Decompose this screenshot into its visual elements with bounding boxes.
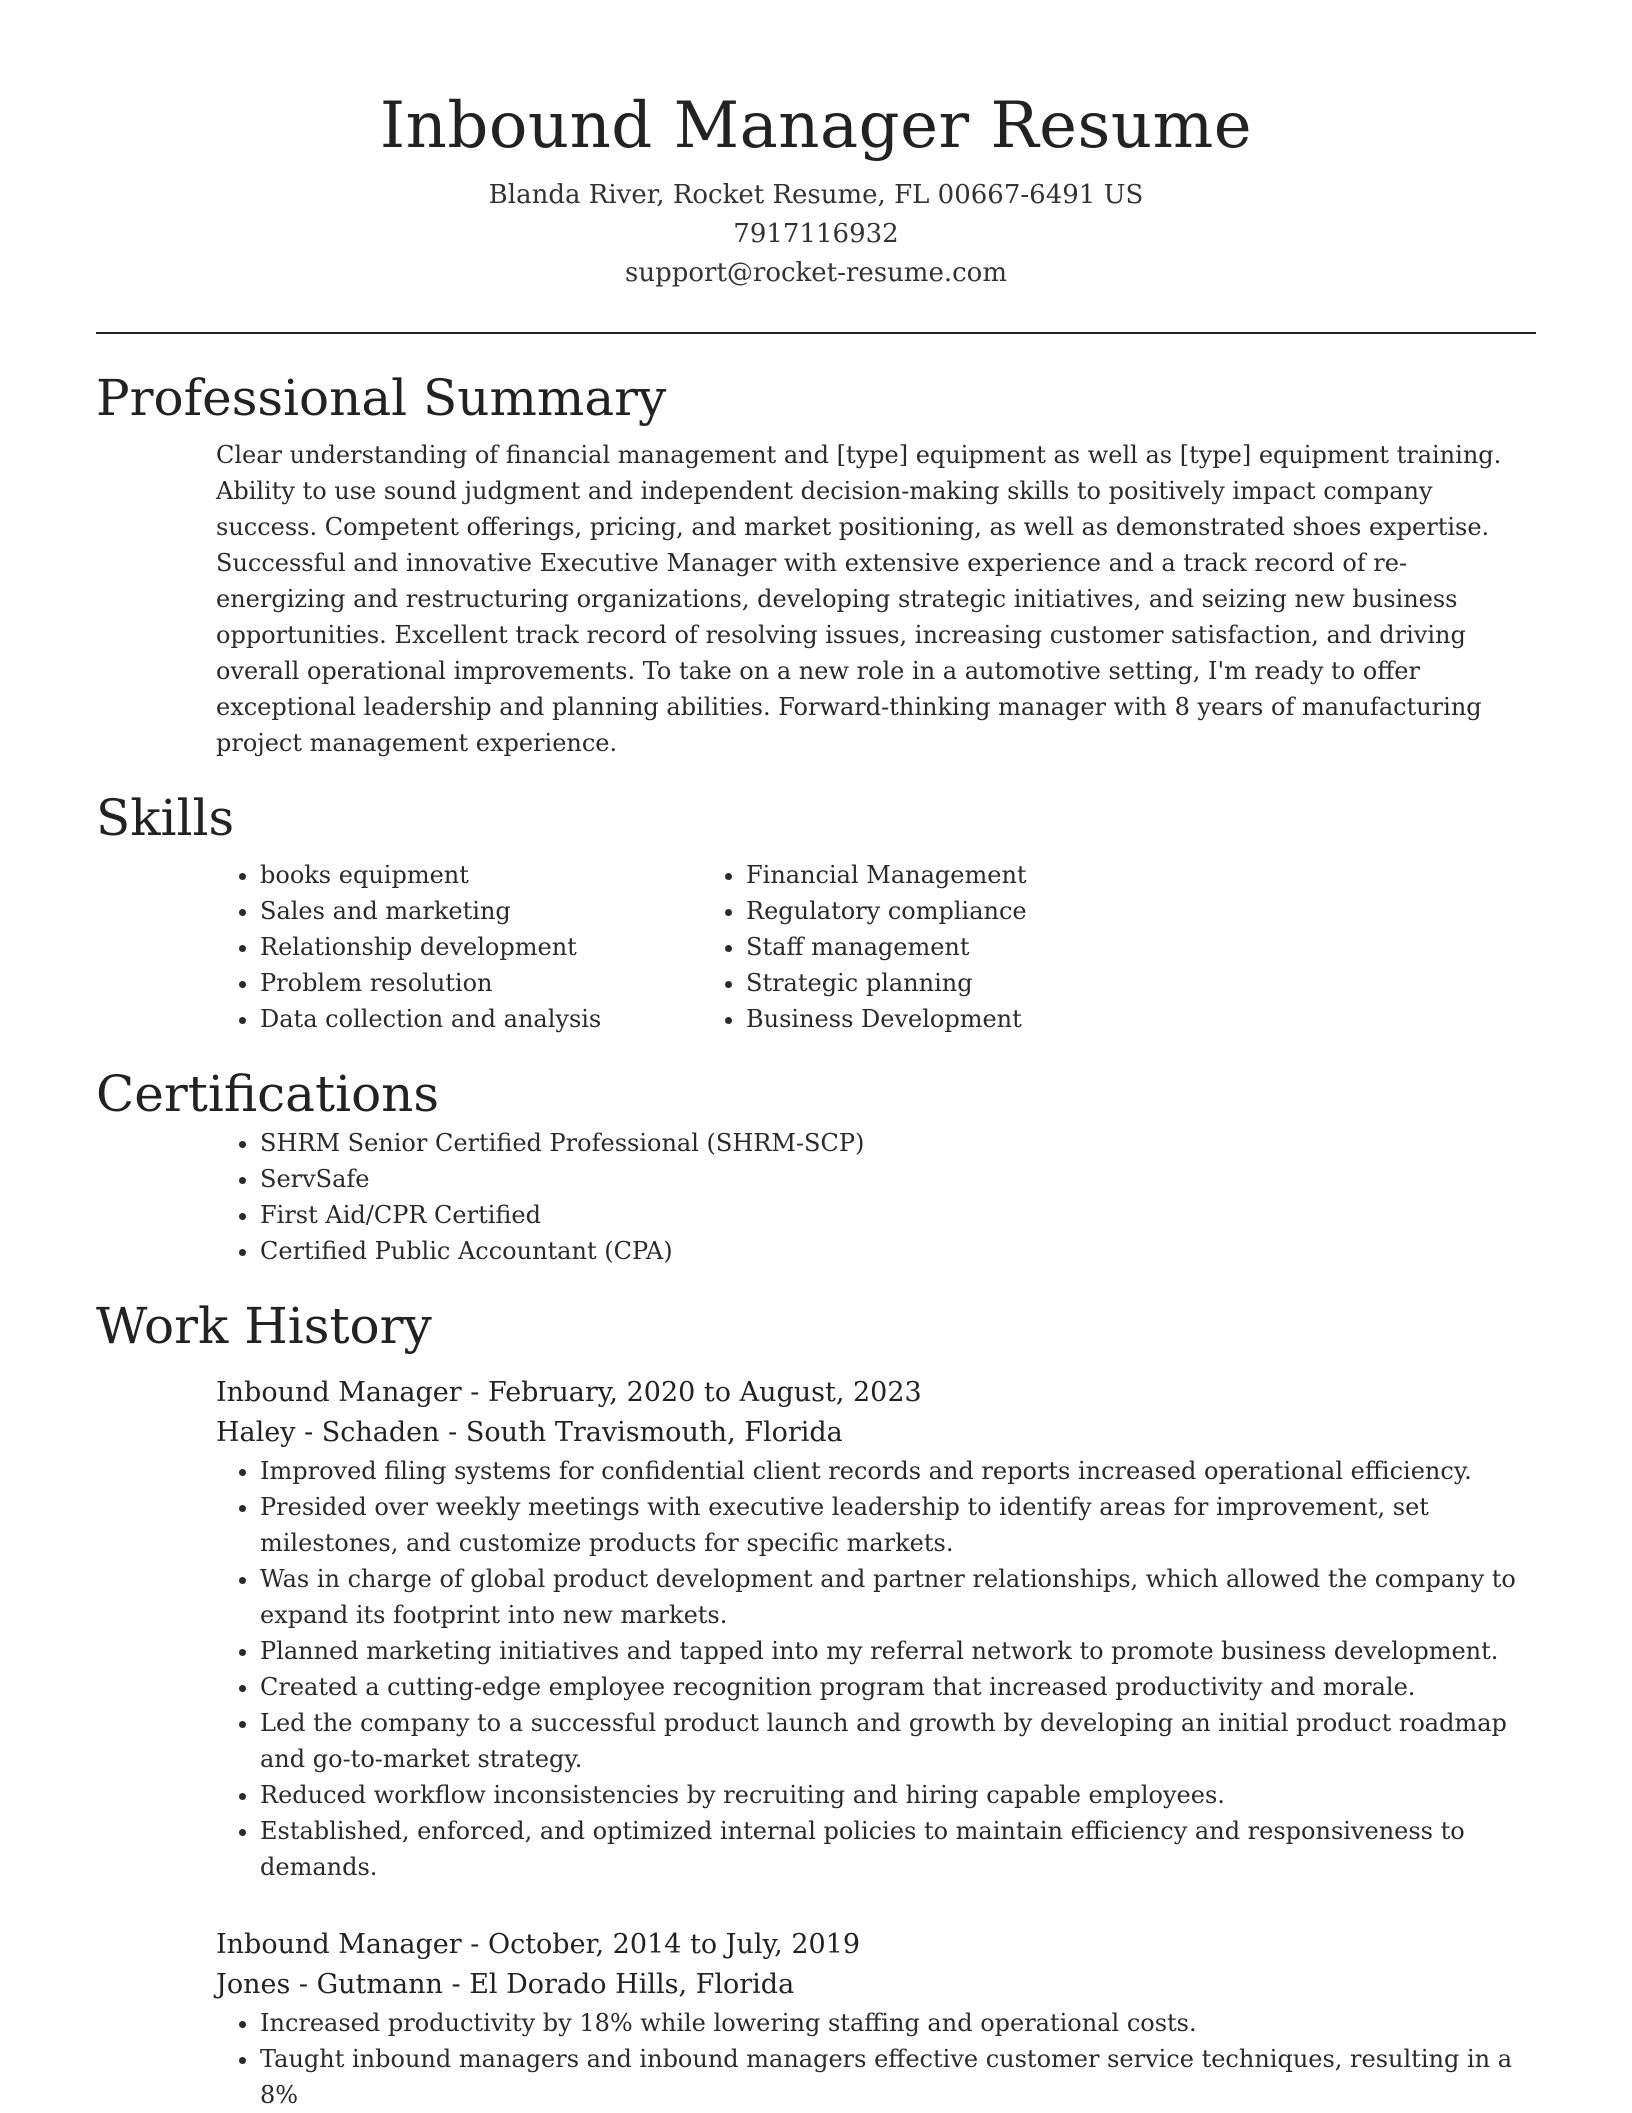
job-bullet: • Planned marketing initiatives and tapped into my referral network to promote business development.	[260, 1633, 1536, 1669]
summary-text: Clear understanding of financial management and [type] equipment as well as [type] equipment training. Ability to use sound judgment and independent decision-making skills to positively impact company success. Competent offerings, pricing, and market positioning, as well as demonstrated shoes expertise. Successful and innovative Executive Manager with extensive experience and a track record of re-energizing and restructuring organizations, developing strategic initiatives, and seizing new business opportunities. Excellent track record of resolving issues, increasing customer satisfaction, and driving overall operational improvements. To take on a new role in a automotive setting, I'm ready to offer exceptional leadership and planning abilities. Forward-thinking manager with 8 years of manufacturing project management experience.	[216, 441, 1502, 757]
job-company: Jones - Gutmann	[216, 1969, 443, 2000]
certifications-heading: Certifications	[96, 1065, 440, 1123]
summary-section	[96, 367, 1536, 761]
job-title-line	[216, 1373, 1536, 1413]
skills-section	[96, 787, 1536, 1037]
certification-item: • Certified Public Accountant (CPA)	[260, 1233, 1536, 1269]
job-bullet: • Reduced workflow inconsistencies by recruiting and hiring capable employees.	[260, 1777, 1536, 1813]
work-history-heading: Work History	[96, 1297, 432, 1355]
job-bullet: • Taught inbound managers and inbound managers effective customer service techniques, resulting in a 8%	[260, 2041, 1536, 2113]
certifications-section	[96, 1063, 1536, 1269]
skill-item: • Problem resolution	[260, 965, 746, 1001]
job-entry	[216, 1373, 1536, 1885]
job-bullet: • Presided over weekly meetings with executive leadership to identify areas for improvement, set milestones, and customize products for specific markets.	[260, 1489, 1536, 1561]
skill-item: • Data collection and analysis	[260, 1001, 746, 1037]
skill-item: • Staff management	[746, 929, 1232, 965]
job-location: South Travismouth, Florida	[465, 1417, 843, 1448]
certification-item: • SHRM Senior Certified Professional (SHRM-SCP)	[260, 1125, 1536, 1161]
contact-address: Blanda River, Rocket Resume, FL 00667-6491 US	[488, 180, 1144, 210]
skills-columns	[96, 857, 1536, 1037]
job-company-line	[216, 1413, 1536, 1453]
job-bullet: • Established, enforced, and optimized internal policies to maintain efficiency and responsiveness to demands.	[260, 1813, 1536, 1885]
certification-item: • First Aid/CPR Certified	[260, 1197, 1536, 1233]
skills-list-right	[746, 857, 1232, 1037]
job-dates: October, 2014 to July, 2019	[487, 1929, 861, 1960]
job-entry	[216, 1925, 1536, 2113]
job-title: Inbound Manager	[216, 1929, 462, 1960]
resume-page	[96, 0, 1536, 2113]
skill-item: • Business Development	[746, 1001, 1232, 1037]
work-history-section	[96, 1295, 1536, 2113]
job-bullet: • Created a cutting-edge employee recognition program that increased productivity and morale.	[260, 1669, 1536, 1705]
job-dates: February, 2020 to August, 2023	[487, 1377, 922, 1408]
skill-item: • Financial Management	[746, 857, 1232, 893]
job-title: Inbound Manager	[216, 1377, 462, 1408]
contact-block	[96, 176, 1536, 293]
skills-list-left	[96, 857, 746, 1037]
skill-item: • Sales and marketing	[260, 893, 746, 929]
job-company: Haley - Schaden	[216, 1417, 440, 1448]
skill-item: • Strategic planning	[746, 965, 1232, 1001]
job-bullets	[216, 2005, 1536, 2113]
job-bullet: • Improved filing systems for confidential client records and reports increased operational efficiency.	[260, 1453, 1536, 1489]
skill-item: • Regulatory compliance	[746, 893, 1232, 929]
skills-column-left	[96, 857, 746, 1037]
job-title-line	[216, 1925, 1536, 1965]
resume-header	[96, 0, 1536, 293]
document-title: Inbound Manager Resume	[379, 89, 1253, 163]
separator: -	[461, 1929, 488, 1960]
skills-column-right	[746, 857, 1536, 1037]
job-bullet: • Increased productivity by 18% while lowering staffing and operational costs.	[260, 2005, 1536, 2041]
summary-heading: Professional Summary	[96, 369, 667, 427]
separator: -	[439, 1417, 466, 1448]
certifications-list	[96, 1125, 1536, 1269]
skills-heading: Skills	[96, 789, 235, 847]
job-location: El Dorado Hills, Florida	[469, 1969, 795, 2000]
header-divider	[96, 332, 1536, 334]
job-company-line	[216, 1965, 1536, 2005]
separator: -	[442, 1969, 470, 2000]
skill-item: • Relationship development	[260, 929, 746, 965]
skill-item: • books equipment	[260, 857, 746, 893]
separator: -	[461, 1377, 488, 1408]
job-bullet: • Was in charge of global product development and partner relationships, which allowed the company to expand its footprint into new markets.	[260, 1561, 1536, 1633]
job-bullet: • Led the company to a successful product launch and growth by developing an initial product roadmap and go-to-market strategy.	[260, 1705, 1536, 1777]
contact-email: support@rocket-resume.com	[624, 258, 1007, 288]
jobs-container	[96, 1373, 1536, 2113]
job-bullets	[216, 1453, 1536, 1885]
contact-phone: 7917116932	[733, 219, 899, 249]
certification-item: • ServSafe	[260, 1161, 1536, 1197]
